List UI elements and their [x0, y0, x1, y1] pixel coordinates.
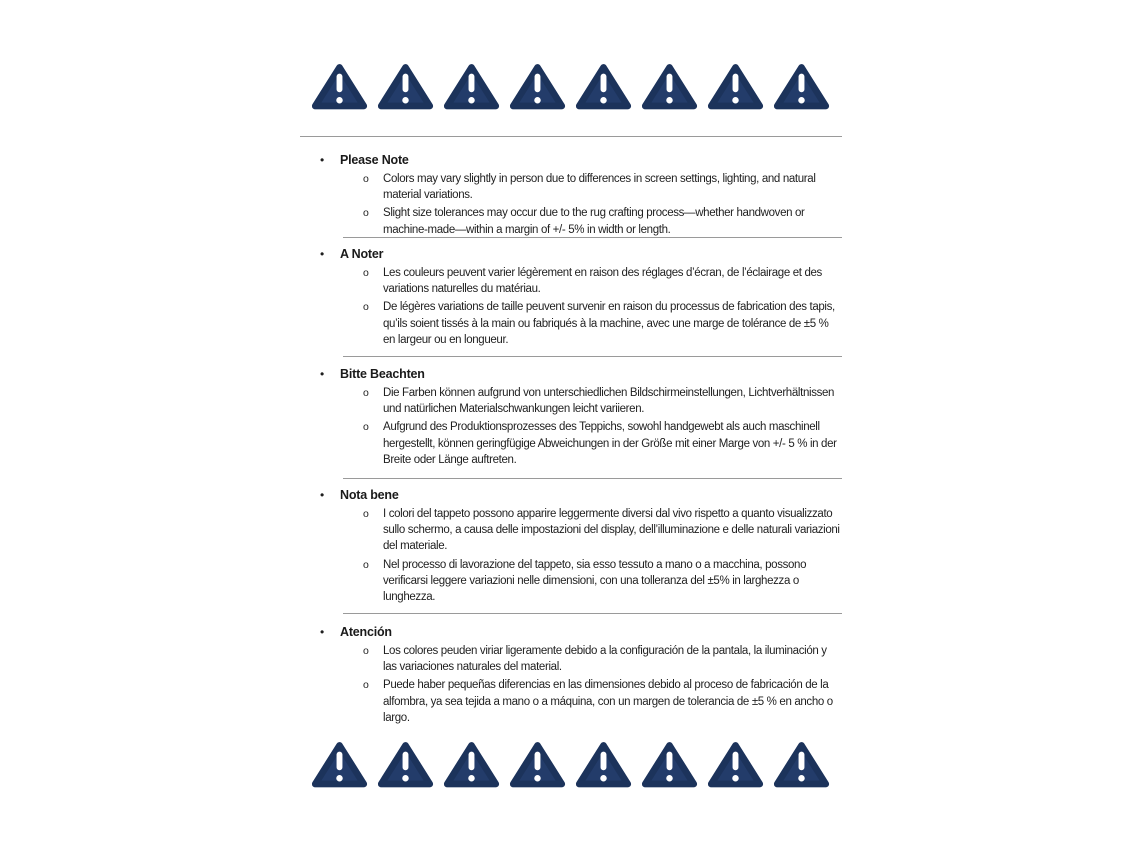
warning-triangle-icon: [707, 60, 764, 113]
note-item: Los colores peuden viriar ligeramente debido a la configuración de la pantala, la iluminación y las variaciones naturales del material.: [383, 645, 827, 674]
exclamation-dot: [336, 97, 342, 103]
exclamation-dot: [666, 97, 672, 103]
bullet-marker: •: [320, 625, 325, 639]
warning-triangle-icon: [509, 60, 566, 113]
warning-triangle-icon: [641, 60, 698, 113]
bullet-marker: •: [320, 488, 325, 502]
warning-triangle-icon: [509, 738, 566, 791]
exclamation-bar: [667, 74, 673, 93]
exclamation-bar: [337, 752, 343, 771]
warning-triangle-icon: [443, 738, 500, 791]
note-section-french: [300, 246, 845, 348]
note-item: Aufgrund des Produktionsprozesses des Teppichs, sowohl handgewebt als auch maschinell hergestellt, können geringfügige Abweichungen in der Größe mit einer Marge von +/- 5 % in der Breite oder Länge auftreten.: [383, 421, 837, 466]
exclamation-dot: [468, 775, 474, 781]
exclamation-bar: [403, 74, 409, 93]
note-item: Slight size tolerances may occur due to the rug crafting process—whether handwoven or machine-made—within a margin of +/- 5% in width or length.: [383, 207, 805, 236]
sub-bullet-marker: o: [363, 173, 369, 185]
exclamation-bar: [403, 752, 409, 771]
divider: [343, 356, 842, 357]
exclamation-dot: [402, 775, 408, 781]
exclamation-dot: [798, 775, 804, 781]
warning-icon-row-top: [311, 60, 830, 113]
note-item: Die Farben können aufgrund von unterschiedlichen Bildschirmeinstellungen, Lichtverhältnissen und natürlichen Materialschwankungen leicht variieren.: [383, 387, 835, 416]
sub-bullet-marker: o: [363, 558, 369, 571]
note-section-italian: [300, 487, 845, 605]
sub-bullet-marker: o: [363, 387, 369, 399]
exclamation-bar: [535, 752, 541, 771]
note-item: Les couleurs peuvent varier légèrement en raison des réglages d’écran, de l’éclairage et des variations naturelles du matériau.: [383, 267, 822, 296]
exclamation-bar: [733, 74, 739, 93]
exclamation-bar: [601, 752, 607, 771]
exclamation-bar: [535, 74, 541, 93]
exclamation-bar: [469, 74, 475, 93]
note-item: Puede haber pequeñas diferencias en las dimensiones debido al proceso de fabricación de la alfombra, ya sea tejida a mano o a máquina, con un margen de tolerancia de ±5 % en ancho o largo.: [383, 679, 833, 724]
warning-triangle-icon: [575, 60, 632, 113]
note-section-english: [300, 152, 845, 238]
exclamation-bar: [733, 752, 739, 771]
note-item: De légères variations de taille peuvent survenir en raison du processus de fabrication des tapis, qu’ils soient tissés à la main ou fabriqués à la machine, avec une marge de tolérance de ±5 % en largeur ou en longueur.: [383, 301, 835, 346]
warning-triangle-icon: [311, 738, 368, 791]
exclamation-dot: [600, 775, 606, 781]
exclamation-dot: [402, 97, 408, 103]
warning-triangle-icon: [443, 60, 500, 113]
section-heading: Nota bene: [340, 488, 399, 502]
exclamation-bar: [337, 74, 343, 93]
exclamation-bar: [469, 752, 475, 771]
sub-bullet-marker: o: [363, 645, 369, 657]
sub-bullet-marker: o: [363, 421, 369, 434]
warning-triangle-icon: [377, 738, 434, 791]
sub-bullet-marker: o: [363, 207, 369, 220]
warning-triangle-icon: [773, 738, 830, 791]
exclamation-dot: [732, 775, 738, 781]
note-item: I colori del tappeto possono apparire leggermente diversi dal vivo rispetto a quanto visualizzato sullo schermo, a causa delle impostazioni del display, dell’illuminazione e delle naturali variazioni del materiale.: [383, 508, 840, 553]
warning-triangle-icon: [377, 60, 434, 113]
note-section-german: [300, 366, 845, 468]
warning-triangle-icon: [311, 60, 368, 113]
warning-triangle-icon: [707, 738, 764, 791]
exclamation-bar: [601, 74, 607, 93]
section-heading: A Noter: [340, 247, 384, 261]
divider: [343, 613, 842, 614]
section-heading: Atención: [340, 625, 392, 639]
bullet-marker: •: [320, 367, 325, 381]
warning-triangle-icon: [641, 738, 698, 791]
exclamation-bar: [799, 752, 805, 771]
note-item: Colors may vary slightly in person due to differences in screen settings, lighting, and natural material variations.: [383, 173, 816, 202]
exclamation-dot: [534, 775, 540, 781]
exclamation-dot: [336, 775, 342, 781]
exclamation-dot: [666, 775, 672, 781]
exclamation-dot: [798, 97, 804, 103]
exclamation-dot: [600, 97, 606, 103]
exclamation-dot: [468, 97, 474, 103]
warning-triangle-icon: [773, 60, 830, 113]
exclamation-dot: [534, 97, 540, 103]
exclamation-bar: [667, 752, 673, 771]
warning-triangle-icon: [575, 738, 632, 791]
exclamation-dot: [732, 97, 738, 103]
divider: [300, 136, 842, 137]
exclamation-bar: [799, 74, 805, 93]
note-section-spanish: [300, 624, 845, 726]
section-heading: Please Note: [340, 153, 409, 167]
section-heading: Bitte Beachten: [340, 367, 425, 381]
note-item: Nel processo di lavorazione del tappeto, sia esso tessuto a mano o a macchina, possono verificarsi leggere variazioni nelle dimensioni, con una tolleranza del ±5% in larghezza o lunghezza.: [383, 558, 807, 604]
sub-bullet-marker: o: [363, 301, 369, 314]
divider: [343, 478, 842, 479]
bullet-marker: •: [320, 247, 325, 261]
warning-icon-row-bottom: [311, 738, 830, 791]
sub-bullet-marker: o: [363, 267, 369, 279]
sub-bullet-marker: o: [363, 508, 369, 520]
sub-bullet-marker: o: [363, 679, 369, 692]
bullet-marker: •: [320, 153, 325, 167]
